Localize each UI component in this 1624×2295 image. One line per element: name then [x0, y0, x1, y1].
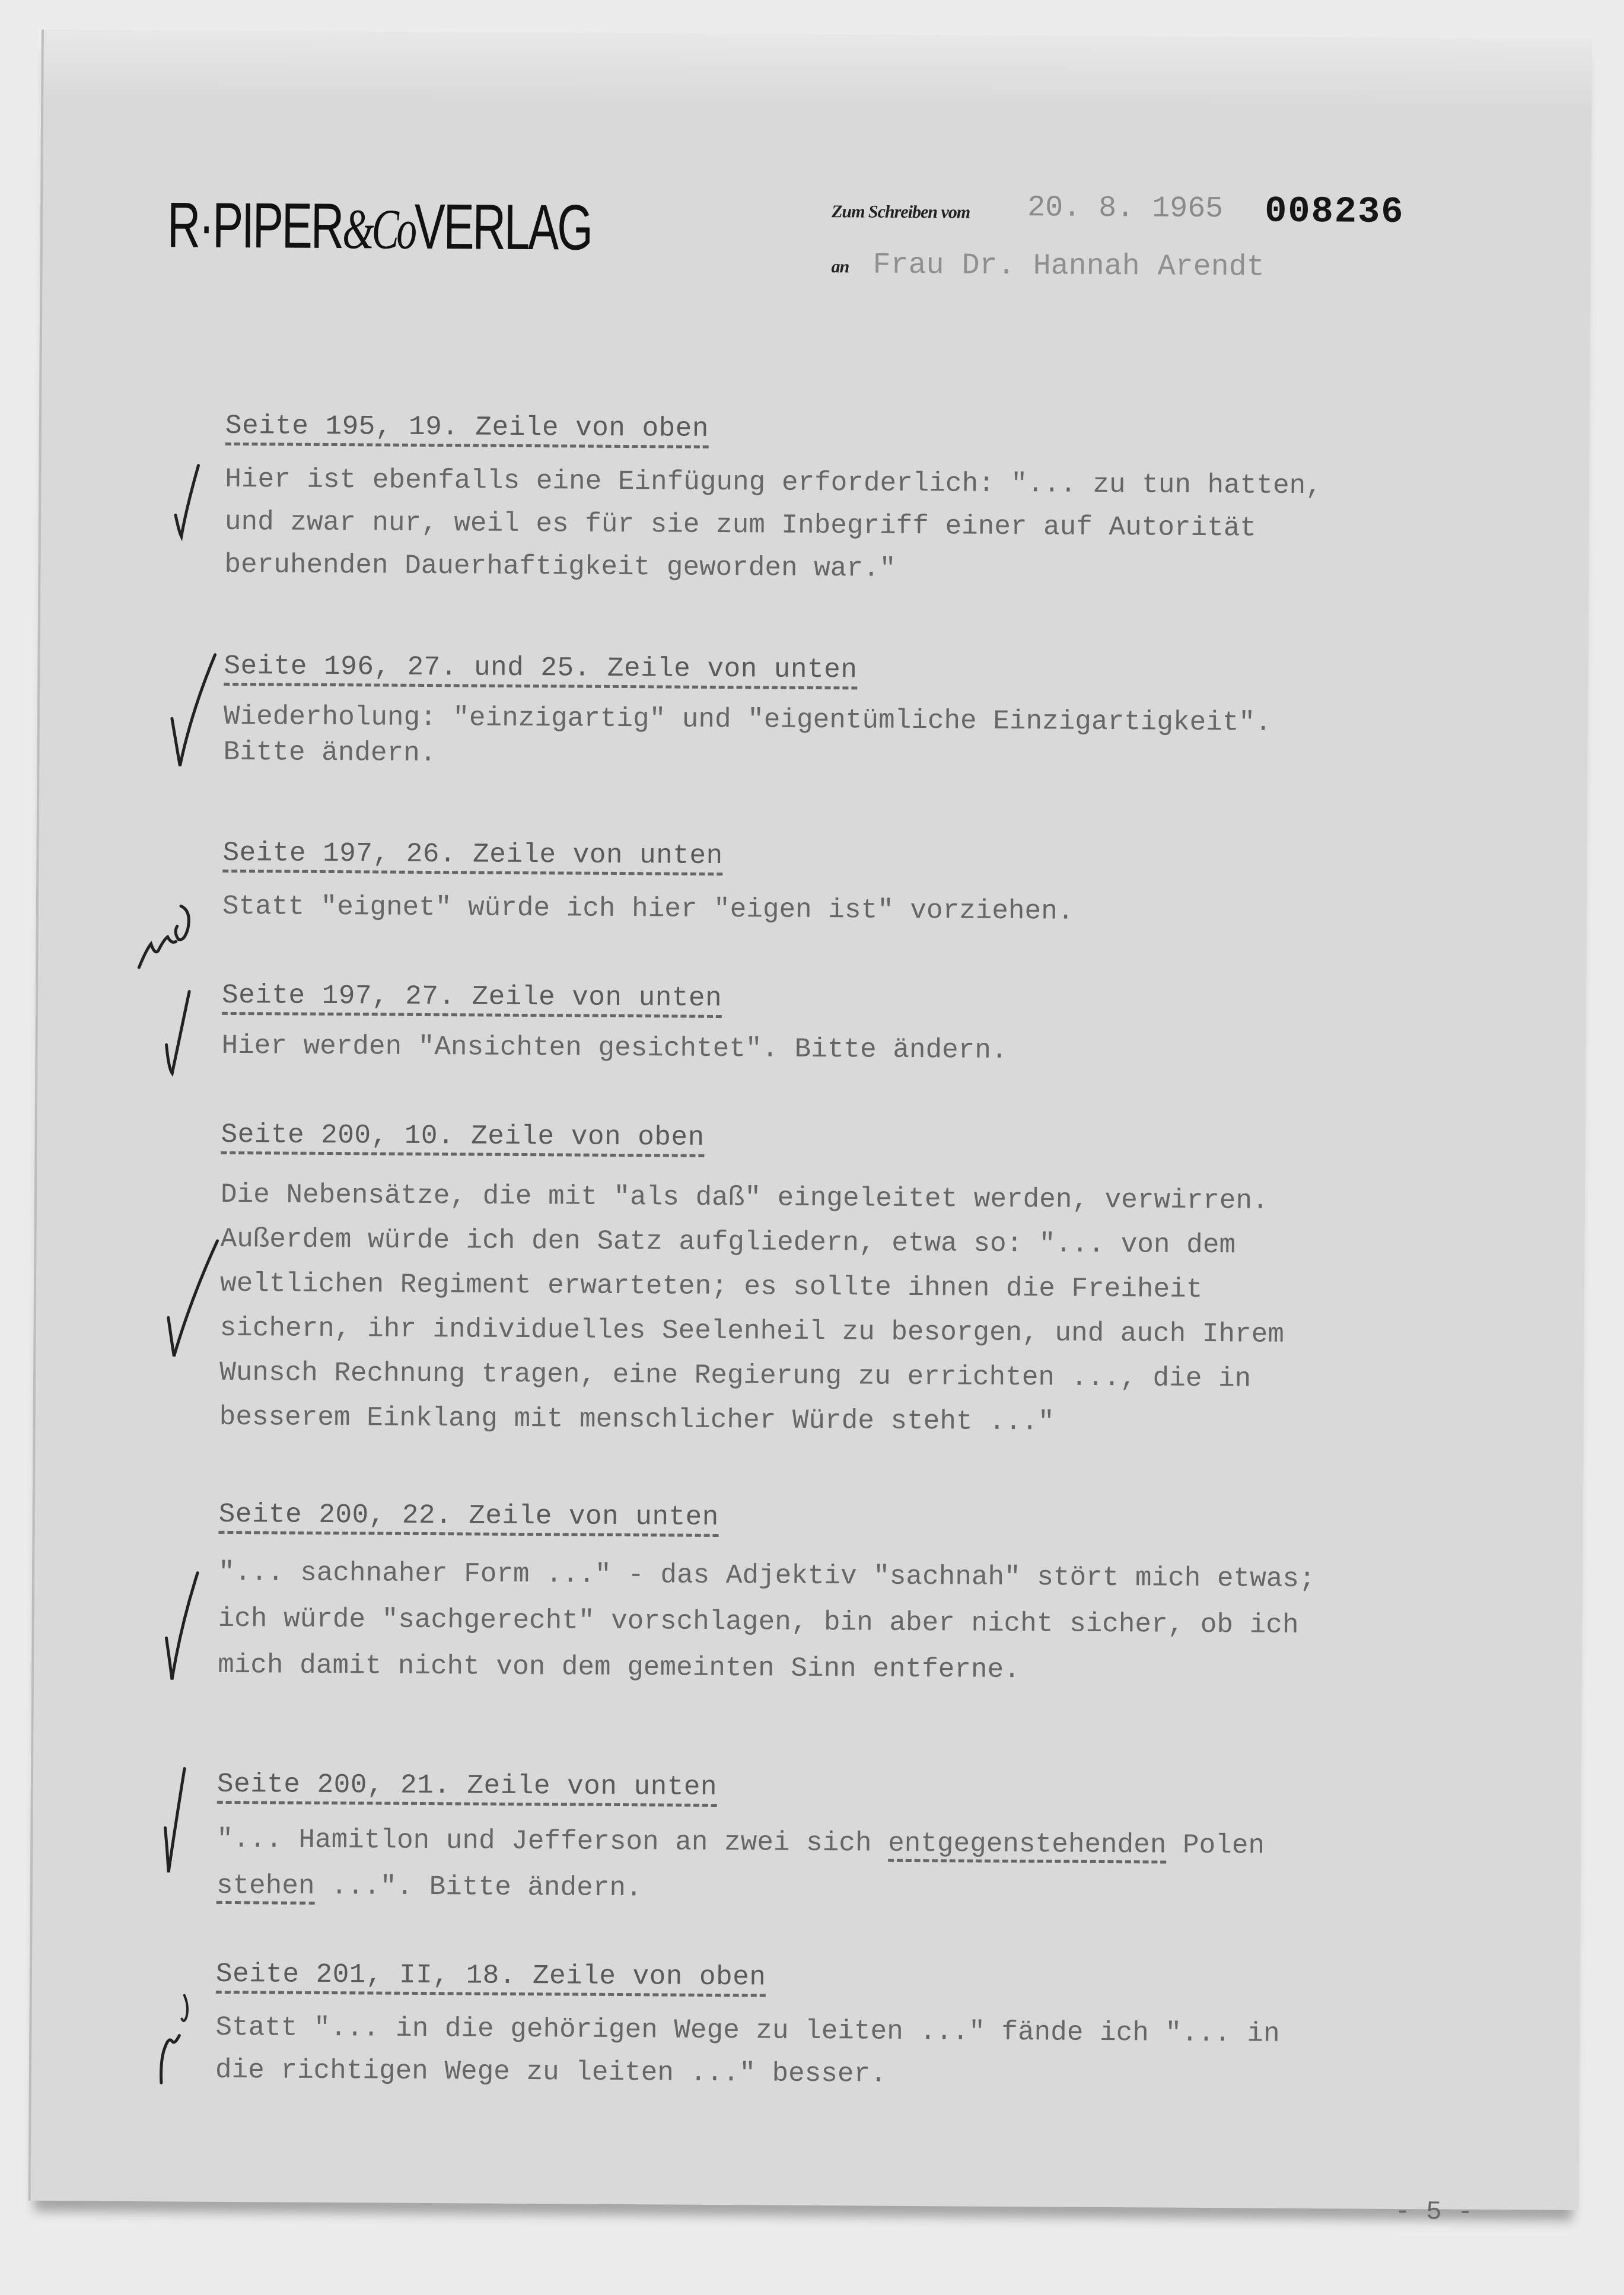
handwritten-no-mark-icon	[133, 884, 199, 974]
entry-body	[219, 1173, 1285, 1446]
entry-body	[224, 458, 1322, 593]
checkmark-icon	[160, 1762, 208, 1881]
body-text: ...". Bitte ändern.	[314, 1870, 642, 1904]
body-line: die richtigen Wege zu leiten ..." besser.	[215, 2054, 887, 2090]
body-line: mich damit nicht von dem gemeinten Sinn entferne.	[218, 1649, 1020, 1686]
entry-heading: Seite 201, II, 18. Zeile von oben	[216, 1959, 766, 1997]
entry-heading: Seite 197, 27. Zeile von unten	[222, 980, 722, 1018]
entry-heading: Seite 200, 22. Zeile von unten	[219, 1499, 719, 1537]
body-line: Wunsch Rechnung tragen, eine Regierung zu errichten ..., die in	[219, 1357, 1252, 1395]
entry-body	[218, 1549, 1316, 1695]
body-line: Hier werden "Ansichten gesichtet". Bitte ändern.	[221, 1030, 1008, 1066]
body-line: weltlichen Regiment erwarteten; es sollte ihnen die Freiheit	[219, 1268, 1203, 1305]
body-line: sichern, ihr individuelles Seelenheil zu besorgen, und auch Ihrem	[219, 1312, 1285, 1350]
entry-body	[222, 885, 1074, 933]
entry-body	[223, 695, 1271, 780]
body-line	[216, 1863, 1265, 1915]
checkmark-icon	[168, 460, 205, 543]
body-line: Statt "eignet" würde ich hier "eigen ist" vorziehen.	[222, 890, 1074, 927]
body-text: "... Hamitlon und Jefferson an zwei sich	[216, 1823, 889, 1859]
entry-body	[221, 1024, 1007, 1072]
handwritten-no-mark-icon	[153, 1988, 201, 2089]
underlined-word: stehen	[216, 1870, 315, 1905]
body-line	[216, 1816, 1265, 1869]
entry-heading: Seite 200, 10. Zeile von oben	[221, 1119, 704, 1157]
correction-list	[31, 30, 1592, 2210]
body-line: Die Nebensätze, die mit "als daß" eingeleitet werden, verwirren.	[220, 1179, 1269, 1217]
logo-text-piper: R·PIPER	[167, 189, 343, 262]
body-line: besserem Einklang mit menschlicher Würde steht ..."	[219, 1401, 1055, 1438]
checkmark-icon	[161, 1567, 209, 1685]
body-line: Hier ist ebenfalls eine Einfügung erforderlich: "... zu tun hatten,	[225, 463, 1323, 502]
recipient-label: an	[831, 257, 849, 277]
entry-heading: Seite 195, 19. Zeile von oben	[225, 410, 709, 448]
checkmark-icon	[167, 647, 221, 778]
entry-heading: Seite 200, 21. Zeile von unten	[217, 1769, 717, 1807]
letter-page	[28, 30, 1592, 2227]
body-line: beruhenden Dauerhaftigkeit geworden war."	[224, 549, 896, 584]
entry-body	[216, 1816, 1265, 1915]
body-line: ich würde "sachgerecht" vorschlagen, bin aber nicht sicher, ob ich	[218, 1603, 1299, 1641]
reference-number: 008236	[1264, 190, 1405, 234]
page-number: - 5 -	[1394, 2197, 1473, 2227]
entry-heading: Seite 197, 26. Zeile von unten	[222, 838, 722, 876]
body-line: und zwar nur, weil es für sie zum Inbegriff einer auf Autorität	[224, 506, 1257, 544]
checkmark-icon	[163, 1234, 223, 1365]
reference-date: 20. 8. 1965	[1027, 191, 1224, 227]
body-line: Wiederholung: "einzigartig" und "eigentümliche Einzigartigkeit".	[223, 701, 1272, 739]
logo-text-co: &Co	[342, 197, 415, 261]
entry-body	[215, 2006, 1280, 2098]
underlined-word: entgegenstehenden	[888, 1828, 1167, 1864]
recipient-name: Frau Dr. Hannah Arendt	[872, 248, 1265, 285]
checkmark-icon	[159, 985, 201, 1080]
body-line: "... sachnaher Form ..." - das Adjektiv "sachnah" stört mich etwas;	[218, 1556, 1316, 1595]
logo-text-verlag: VERLAG	[414, 190, 592, 263]
reference-label: Zum Schreiben vom	[832, 202, 970, 222]
body-line: Statt "... in die gehörigen Wege zu leiten ..." fände ich "... in	[215, 2011, 1280, 2049]
entry-heading: Seite 196, 27. und 25. Zeile von unten	[224, 651, 857, 690]
body-text: Polen	[1166, 1829, 1265, 1861]
body-line: Bitte ändern.	[223, 736, 437, 769]
body-line: Außerdem würde ich den Satz aufgliedern, etwa so: "... von dem	[220, 1223, 1236, 1261]
